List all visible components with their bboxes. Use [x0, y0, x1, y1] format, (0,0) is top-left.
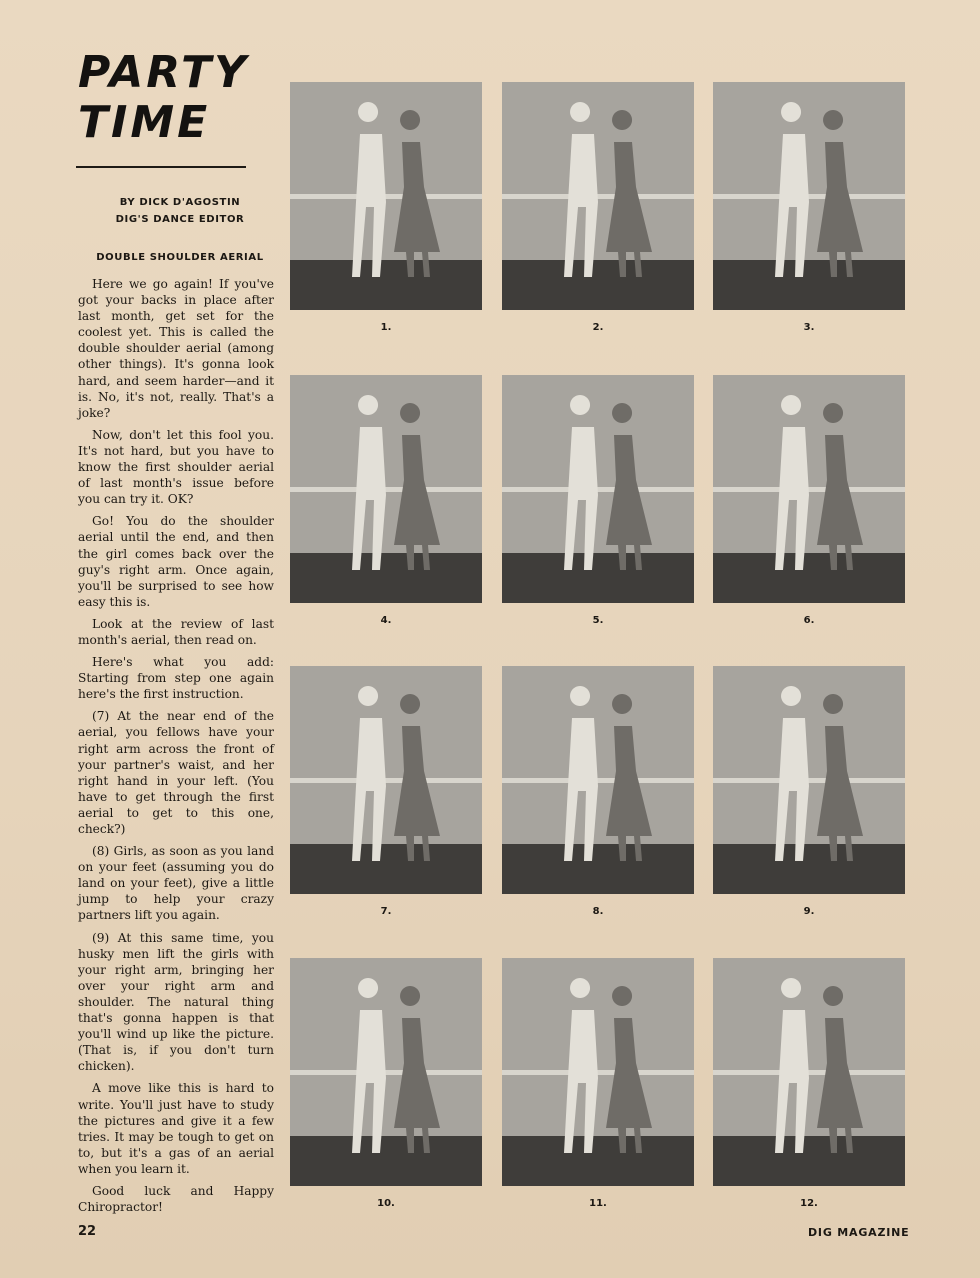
dance-step-photo [290, 82, 482, 310]
paragraph: (9) At this same time, you husky men lift the girls with your right arm, bringing her over your right arm and shoulder. The natural thing that's gonna happen is that you'll wind up like the picture. (That is, if you don't turn chicken). [78, 930, 274, 1074]
photo-caption: 4. [380, 615, 392, 626]
title-rule [76, 166, 246, 168]
paragraph: Here's what you add: Starting from step one again here's the first instruction. [78, 655, 274, 702]
dance-step-photo [713, 82, 905, 310]
photo-caption: 12. [800, 1198, 818, 1209]
dance-step-photo [713, 958, 905, 1186]
photo-caption: 8. [592, 906, 604, 917]
dance-step-photo [713, 375, 905, 603]
paragraph: (8) Girls, as soon as you land on your feet (assuming you do land on your feet), give a little jump to help your crazy partners lift you again. [78, 844, 274, 923]
photo-caption: 11. [589, 1198, 607, 1209]
dance-step-photo [502, 82, 694, 310]
paragraph: Good luck and Happy Chiropractor! [78, 1183, 274, 1215]
title-line-1: PARTY [78, 47, 250, 98]
photo-caption: 2. [592, 322, 604, 333]
page-number: 22 [78, 1224, 97, 1239]
photo-caption: 3. [803, 322, 815, 333]
photo-caption: 9. [803, 906, 815, 917]
paragraph: (7) At the near end of the aerial, you fellows have your right arm across the front of your partner's waist, and her right hand in your left. (You have to get through the first aerial to get to this one, check?) [78, 709, 274, 836]
paragraph: Go! You do the shoulder aerial until the end, and then the girl comes back over the guy's right arm. Once again, you'll be surprised to see how easy this is. [78, 514, 274, 609]
byline [80, 194, 280, 228]
dance-step-photo [502, 666, 694, 894]
photo-caption: 6. [803, 615, 815, 626]
magazine-name: DIG MAGAZINE [808, 1226, 910, 1239]
paragraph: Here we go again! If you've got your backs in place after last month, get set for the coolest yet. This is called the double shoulder aerial (among other things). It's gonna look hard, and seem harder—and it is. No, it's not, really. That's a joke? [78, 277, 274, 420]
article-body [78, 276, 274, 1221]
article-title [78, 48, 258, 148]
title-line-2: TIME [78, 97, 211, 148]
dance-step-photo [502, 958, 694, 1186]
photo-caption: 10. [377, 1198, 395, 1209]
photo-caption: 7. [380, 906, 392, 917]
dance-step-photo [713, 666, 905, 894]
photo-caption: 5. [592, 615, 604, 626]
paragraph: Now, don't let this fool you. It's not hard, but you have to know the first shoulder aerial of last month's issue before you can try it. OK? [78, 427, 274, 507]
dance-step-photo [290, 666, 482, 894]
byline-role: DIG'S DANCE EDITOR [115, 214, 245, 225]
paragraph: Look at the review of last month's aerial, then read on. [78, 616, 274, 647]
photo-caption: 1. [380, 322, 392, 333]
section-heading: DOUBLE SHOULDER AERIAL [96, 252, 264, 263]
dance-step-photo [502, 375, 694, 603]
dance-step-photo [290, 958, 482, 1186]
dance-step-photo [290, 375, 482, 603]
byline-author: BY DICK D'AGOSTIN [119, 197, 241, 208]
paragraph: A move like this is hard to write. You'll just have to study the pictures and give it a few tries. It may be tough to get on to, but it's a gas of an aerial when you learn it. [78, 1081, 274, 1176]
